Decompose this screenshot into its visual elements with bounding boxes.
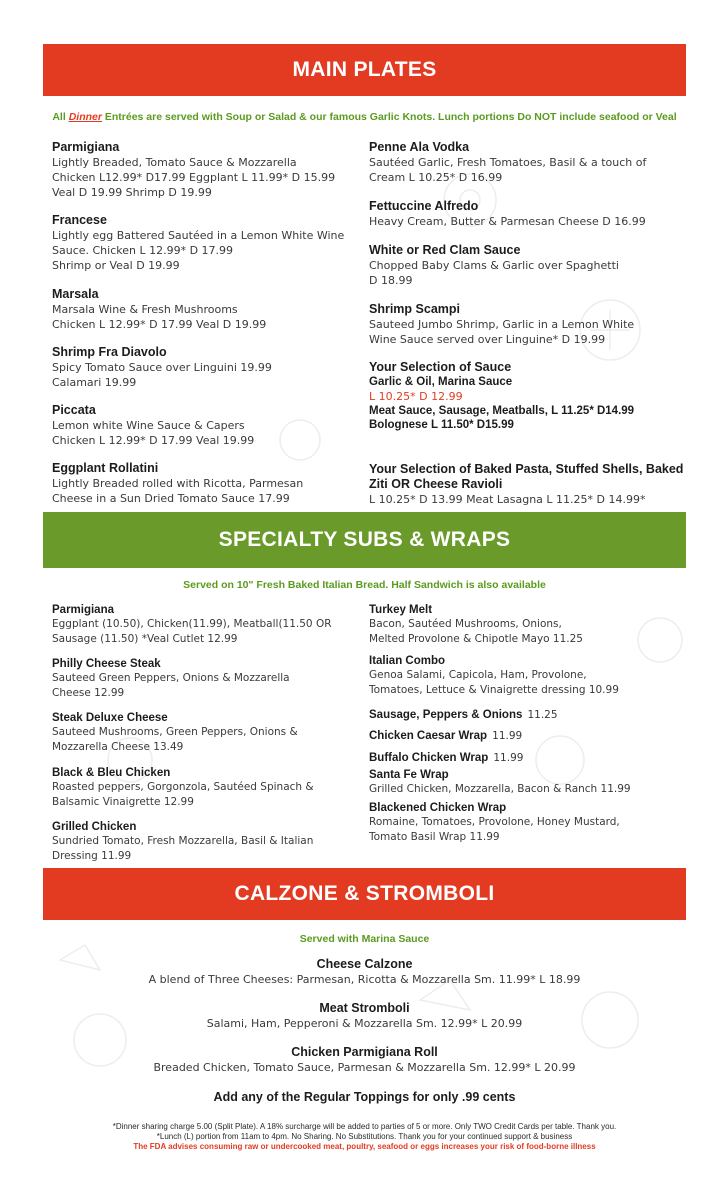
menu-item-parmigiana: Parmigiana Lightly Breaded, Tomato Sauce & Mozzarella Chicken L12.99* D17.99 Eggplant L 11.99* D 15.99 Veal D 19.99 Shrimp D 19.99 bbox=[52, 140, 336, 199]
subs-title: SPECIALTY SUBS & WRAPS bbox=[218, 528, 511, 551]
menu-item-marsala: Marsala Marsala Wine & Fresh Mushrooms Chicken L 12.99* D 17.99 Veal D 19.99 bbox=[52, 287, 267, 331]
menu-item-shrimp-fra-diavolo: Shrimp Fra Diavolo Spicy Tomato Sauce over Linguini 19.99 Calamari 19.99 bbox=[52, 345, 272, 389]
calzone-item-chicken-parmigiana-roll: Chicken Parmigiana Roll Breaded Chicken, Tomato Sauce, Parmesan & Mozzarella Sm. 12.99* L 20.99 bbox=[153, 1045, 576, 1074]
footer-line-2: *Lunch (L) portion from 11am to 4pm. No Sharing. No Substitutions. Thank you for your continued support & business bbox=[156, 1132, 573, 1141]
calzone-item-cheese-calzone: Cheese Calzone A blend of Three Cheeses: Parmesan, Ricotta & Mozzarella Sm. 11.99* L 18.99 bbox=[148, 957, 581, 986]
sub-item-philly-cheese-steak: Philly Cheese Steak Sauteed Green Peppers, Onions & Mozzarella Cheese 12.99 bbox=[52, 658, 290, 699]
calzone-header bbox=[43, 868, 686, 920]
menu-item-clam-sauce: White or Red Clam Sauce Chopped Baby Clams & Garlic over Spaghetti D 18.99 bbox=[369, 243, 619, 287]
main-plates-left-column bbox=[52, 140, 374, 510]
calzone-item-meat-stromboli: Meat Stromboli Salami, Ham, Pepperoni & Mozzarella Sm. 12.99* L 20.99 bbox=[206, 1001, 523, 1030]
menu-item-eggplant-rollatini: Eggplant Rollatini Lightly Breaded rolled with Ricotta, Parmesan Cheese in a Sun Dried Tomato Sauce 17.99 bbox=[52, 461, 304, 505]
main-plates-title: MAIN PLATES bbox=[292, 58, 437, 81]
menu-item-baked-pasta: Your Selection of Baked Pasta, Stuffed Shells, Baked Ziti OR Cheese Ravioli L 10.25* D 13.99 Meat Lasagna L 11.25* D 14.99* bbox=[369, 462, 684, 506]
menu-item-selection-of-sauce: Your Selection of Sauce Garlic & Oil, Marina Sauce L 10.25* D 12.99 Meat Sauce, Sausage, Meatballs, L 11.25* D14.99 Bolognese L 11.50* D15.99 bbox=[369, 360, 635, 431]
sub-item-italian-combo: Italian Combo Genoa Salami, Capicola, Ham, Provolone, Tomatoes, Lettuce & Vinaigrette dressing 10.99 bbox=[369, 655, 619, 696]
subs-note: Served on 10" Fresh Baked Italian Bread. Half Sandwich is also available bbox=[183, 579, 546, 591]
menu-item-fettuccine-alfredo: Fettuccine Alfredo Heavy Cream, Butter & Parmesan Cheese D 16.99 bbox=[369, 199, 646, 228]
sub-item-steak-deluxe: Steak Deluxe Cheese Sauteed Mushrooms, Green Peppers, Onions & Mozzarella Cheese 13.49 bbox=[52, 712, 298, 753]
sub-item-grilled-chicken: Grilled Chicken Sundried Tomato, Fresh Mozzarella, Basil & Italian Dressing 11.99 bbox=[52, 821, 314, 862]
sub-item-chicken-caesar-wrap: Chicken Caesar Wrap 11.99 bbox=[369, 730, 523, 742]
sub-item-blackened-chicken-wrap: Blackened Chicken Wrap Romaine, Tomatoes, Provolone, Honey Mustard, Tomato Basil Wrap 11.99 bbox=[369, 802, 620, 843]
sub-item-turkey-melt: Turkey Melt Bacon, Sautéed Mushrooms, Onions, Melted Provolone & Chipotle Mayo 11.25 bbox=[369, 604, 583, 645]
subs-right-column bbox=[369, 603, 691, 865]
subs-header bbox=[43, 512, 686, 568]
footer-notes bbox=[43, 1122, 686, 1152]
menu-item-francese: Francese Lightly egg Battered Sautéed in a Lemon White Wine Sauce. Chicken L 12.99* D 17.99 Shrimp or Veal D 19.99 bbox=[52, 213, 345, 272]
sub-item-sausage-peppers-onions: Sausage, Peppers & Onions 11.25 bbox=[369, 709, 558, 721]
toppings-note: Add any of the Regular Toppings for only .99 cents bbox=[213, 1090, 516, 1104]
calzone-title: CALZONE & STROMBOLI bbox=[234, 882, 495, 905]
menu-item-penne-ala-vodka: Penne Ala Vodka Sautéed Garlic, Fresh Tomatoes, Basil & a touch of Cream L 10.25* D 16.99 bbox=[369, 140, 647, 184]
menu-item-piccata: Piccata Lemon white Wine Sauce & Capers Chicken L 12.99* D 17.99 Veal 19.99 bbox=[52, 403, 255, 447]
main-plates-header bbox=[43, 44, 686, 96]
fda-warning: The FDA advises consuming raw or undercooked meat, poultry, seafood or eggs increases your risk of food-borne illness bbox=[133, 1142, 596, 1151]
calzone-note: Served with Marina Sauce bbox=[299, 933, 430, 945]
sub-item-buffalo-chicken-wrap: Buffalo Chicken Wrap 11.99 bbox=[369, 752, 524, 764]
menu-item-shrimp-scampi: Shrimp Scampi Sauteed Jumbo Shrimp, Garlic in a Lemon White Wine Sauce served over Linguine* D 19.99 bbox=[369, 302, 635, 346]
sub-item-black-bleu-chicken: Black & Bleu Chicken Roasted peppers, Gorgonzola, Sautéed Spinach & Balsamic Vinaigrette 12.99 bbox=[52, 767, 314, 808]
sub-item-parmigiana: Parmigiana Eggplant (10.50), Chicken(11.99), Meatball(11.50 OR Sausage (11.50) *Veal Cutlet 12.99 bbox=[52, 604, 332, 645]
main-plates-note: All Dinner Entrées are served with Soup or Salad & our famous Garlic Knots. Lunch portions Do NOT include seafood or Veal bbox=[52, 111, 677, 123]
main-plates-right-column bbox=[369, 140, 691, 510]
footer-line-1: *Dinner sharing charge 5.00 (Split Plate). A 18% surcharge will be added to parties of 5 or more. Only TWO Credit Cards per table. Thank you. bbox=[112, 1122, 617, 1131]
subs-left-column bbox=[52, 603, 374, 865]
sub-item-santa-fe-wrap: Santa Fe Wrap Grilled Chicken, Mozzarella, Bacon & Ranch 11.99 bbox=[369, 769, 631, 795]
